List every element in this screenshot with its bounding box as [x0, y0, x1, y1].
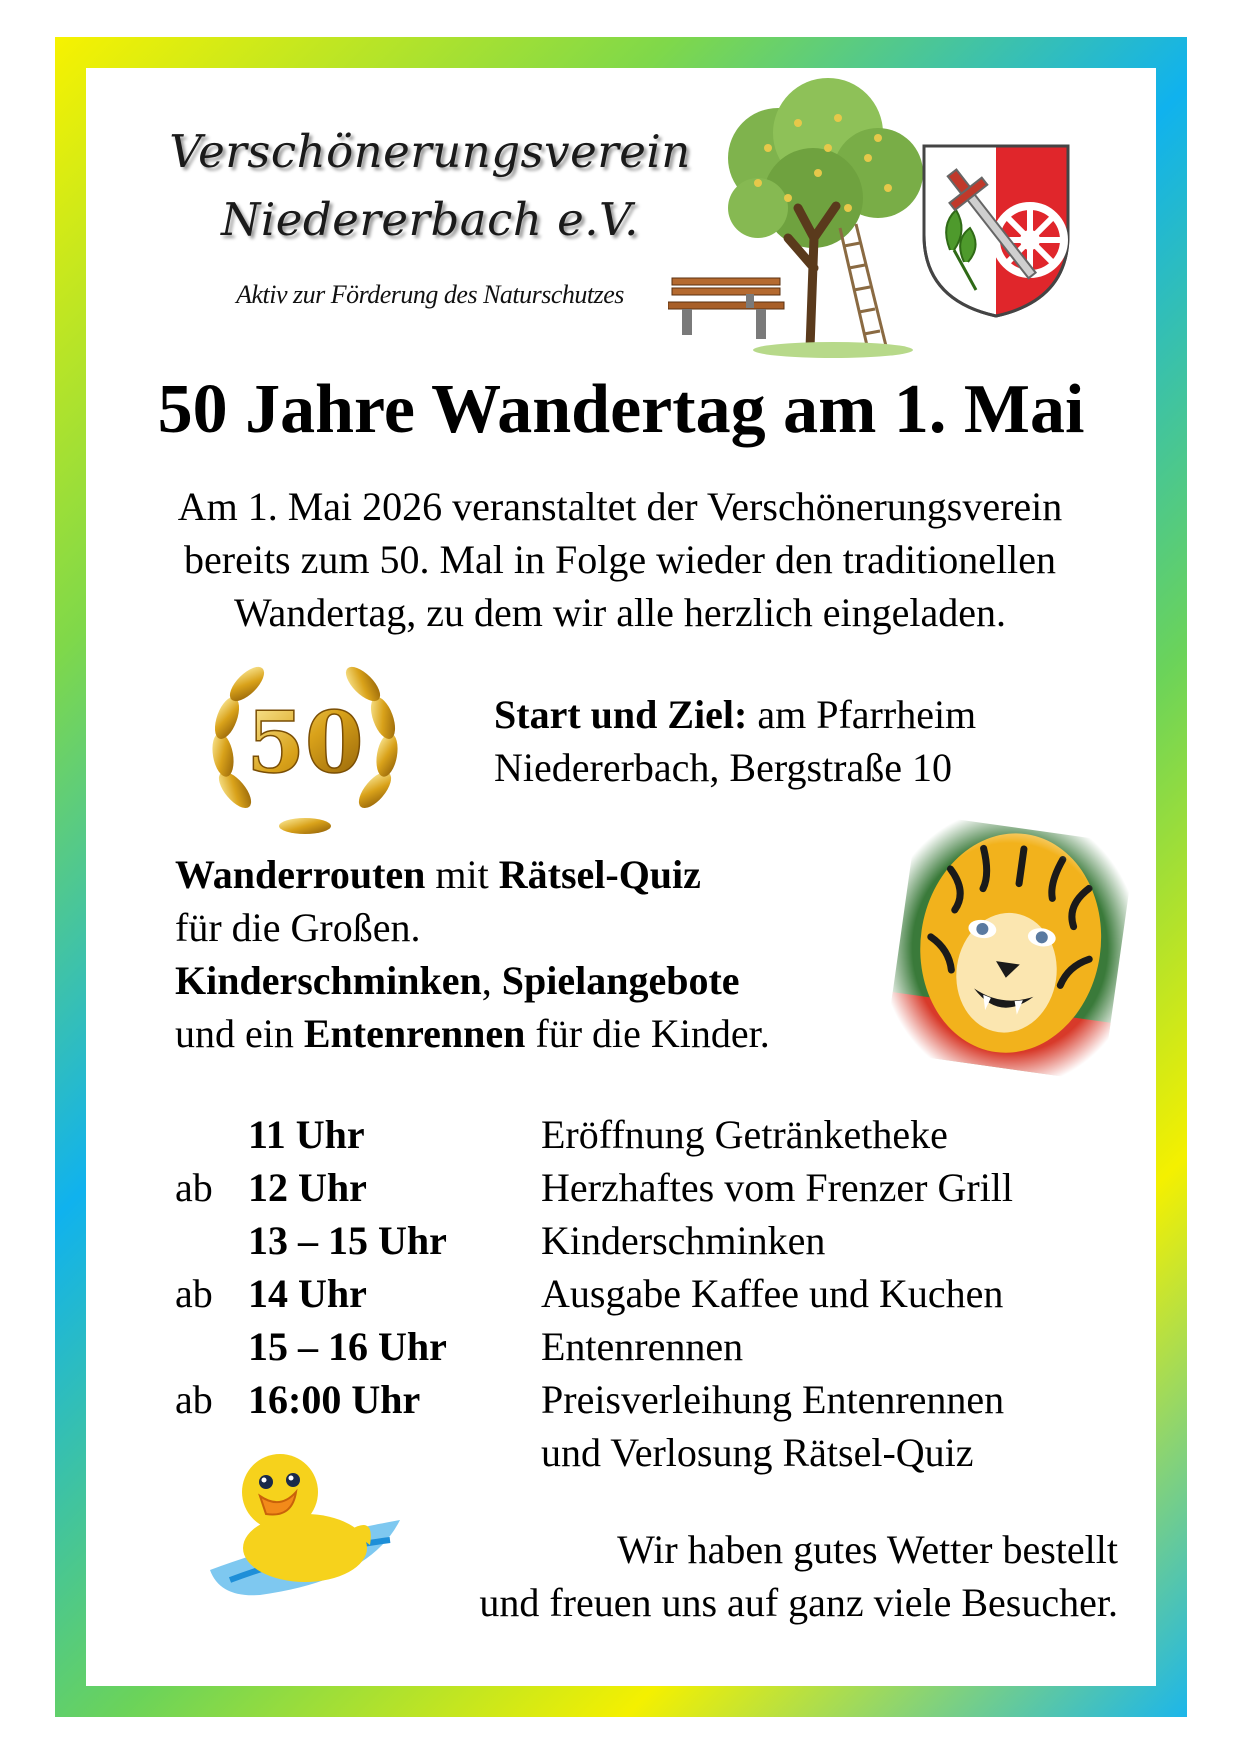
- schedule-row: [175, 1320, 1135, 1373]
- schedule-time: 16:00 Uhr: [248, 1377, 421, 1422]
- schedule-time: 15 – 16 Uhr: [248, 1324, 447, 1369]
- schedule-row: [175, 1267, 1135, 1320]
- schedule: [175, 1108, 1135, 1479]
- tiger-face-paint-icon: [880, 808, 1140, 1088]
- intro-line2: bereits zum 50. Mal in Folge wieder den traditionellen: [184, 537, 1056, 582]
- start-finish: [494, 688, 1134, 794]
- schedule-desc: Ausgabe Kaffee und Kuchen: [541, 1271, 1004, 1316]
- activity-hiking: Wanderrouten: [175, 852, 426, 897]
- activity-quiz: Rätsel-Quiz: [498, 852, 701, 897]
- schedule-time: 12 Uhr: [248, 1165, 367, 1210]
- intro-text: [100, 480, 1140, 639]
- schedule-desc: Preisverleihung Entenrennen: [541, 1377, 1005, 1422]
- anniversary-number: 50: [246, 693, 364, 792]
- closing-line2: und freuen uns auf ganz viele Besucher.: [479, 1580, 1118, 1625]
- intro-line1: Am 1. Mai 2026 veranstaltet der Verschönerungsverein: [177, 484, 1063, 529]
- schedule-time: 13 – 15 Uhr: [248, 1218, 447, 1263]
- schedule-desc: Entenrennen: [541, 1324, 744, 1369]
- start-address: Niedererbach, Bergstraße 10: [494, 745, 952, 790]
- schedule-desc: Eröffnung Getränketheke: [541, 1112, 948, 1157]
- activity-adults-note: für die Großen.: [175, 905, 421, 950]
- closing-line1: Wir haben gutes Wetter bestellt: [617, 1527, 1118, 1572]
- schedule-row: [175, 1108, 1135, 1161]
- start-value: am Pfarrheim: [757, 692, 977, 737]
- club-slogan: Aktiv zur Förderung des Naturschutzes: [236, 280, 624, 309]
- club-name: [150, 118, 710, 254]
- headline: 50 Jahre Wandertag am 1. Mai: [157, 371, 1085, 448]
- schedule-time: 14 Uhr: [248, 1271, 367, 1316]
- closing-text: [300, 1523, 1118, 1629]
- apple-tree-icon: [718, 78, 928, 358]
- schedule-row: [175, 1214, 1135, 1267]
- activity-games: Spielangebote: [501, 958, 740, 1003]
- intro-line3: Wandertag, zu dem wir alle herzlich eingeladen.: [234, 590, 1006, 635]
- schedule-desc-continued: und Verlosung Rätsel-Quiz: [541, 1430, 974, 1475]
- activities: Wanderrouten mit Rätsel-Quiz für die Großen. Kinderschminken, Spielangebote und ein Entenrennen für die Kinder.: [175, 848, 895, 1060]
- activity-duck-race: Entenrennen: [303, 1011, 526, 1056]
- anniversary-laurel-icon: [205, 650, 405, 840]
- schedule-prefix: ab: [175, 1271, 213, 1316]
- coat-of-arms-icon: [918, 140, 1074, 320]
- schedule-prefix: ab: [175, 1377, 213, 1422]
- club-name-line1: Verschönerungsverein: [169, 125, 691, 178]
- schedule-prefix: ab: [175, 1165, 213, 1210]
- schedule-desc: Herzhaftes vom Frenzer Grill: [541, 1165, 1014, 1210]
- start-label: Start und Ziel:: [494, 692, 748, 737]
- schedule-desc: Kinderschminken: [541, 1218, 826, 1263]
- club-name-line2: Niedererbach e.V.: [221, 193, 639, 246]
- schedule-time: 11 Uhr: [248, 1112, 365, 1157]
- activity-face-paint: Kinderschminken: [175, 958, 482, 1003]
- schedule-row: [175, 1161, 1135, 1214]
